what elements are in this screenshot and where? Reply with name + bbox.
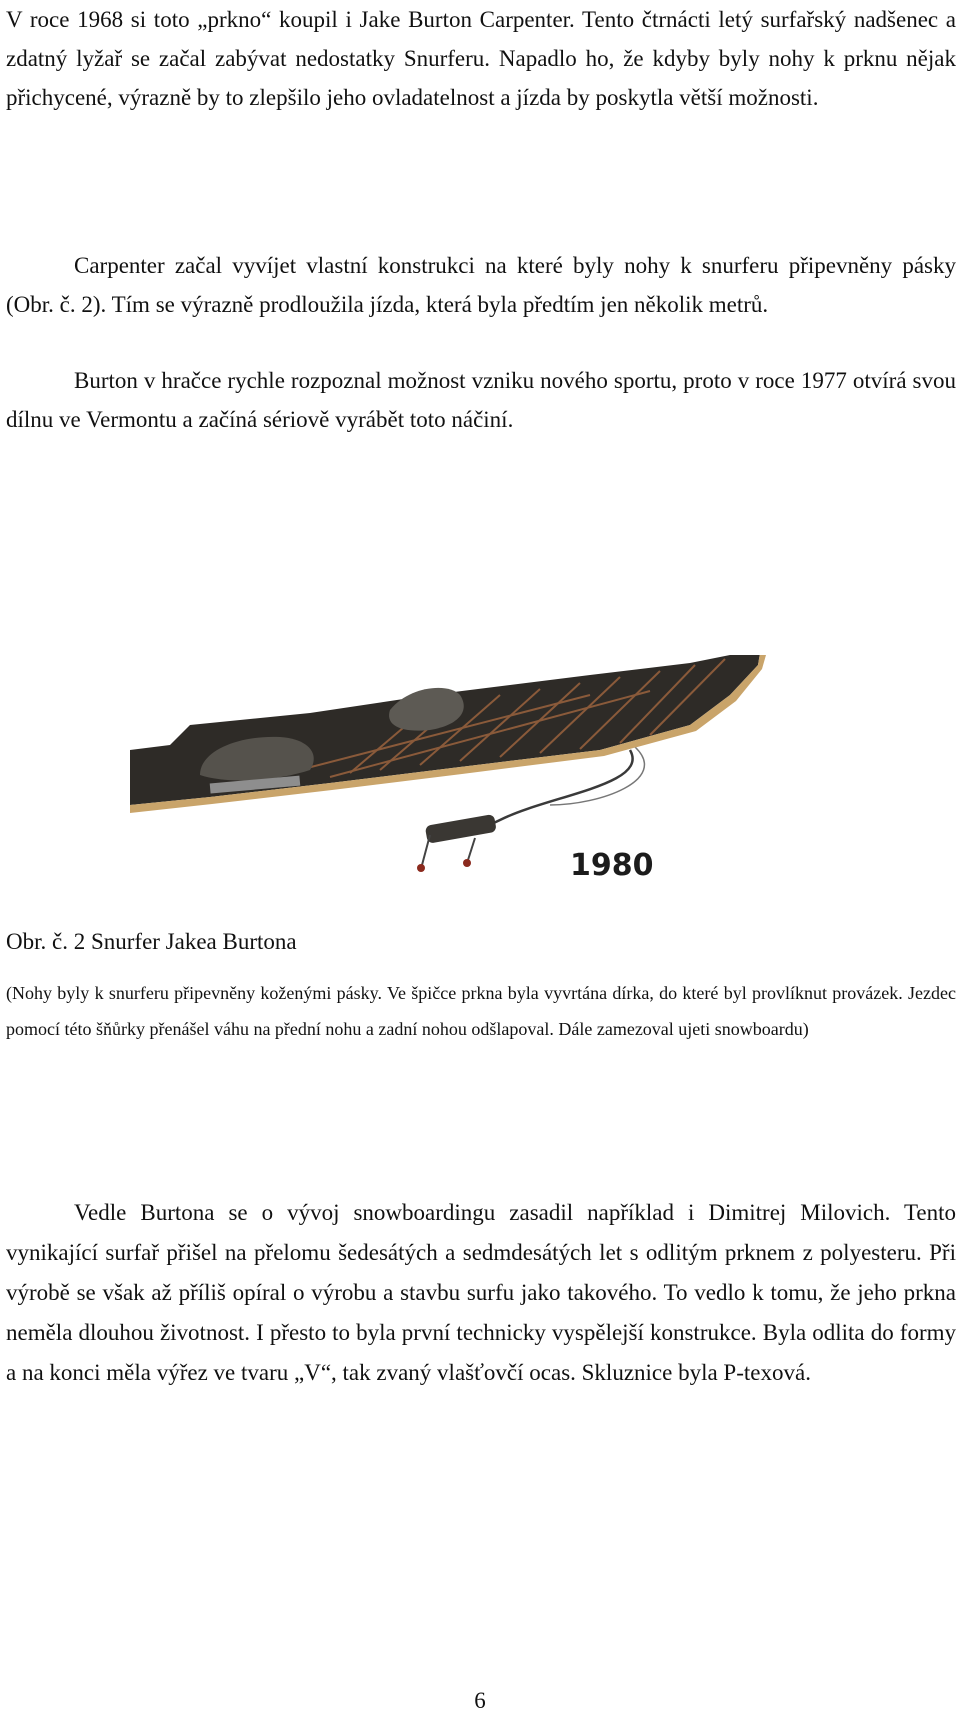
- rope-end-left: [422, 835, 430, 865]
- snurfer-board-illustration: [130, 655, 850, 905]
- year-label: 1980: [570, 848, 654, 883]
- paragraph-burton-carpenter: V roce 1968 si toto „prkno“ koupil i Jake Burton Carpenter. Tento čtrnácti letý surfařský nadšenec a zdatný lyžař se začal zabývat nedostatky Snurferu. Napadlo ho, že kdyby byly nohy k prknu nějak přichycené, výrazně by to zlepšilo jeho ovladatelnost a jízda by poskytla větší možnosti.: [6, 7, 956, 110]
- rope-handle: [425, 814, 497, 844]
- rope-end-right: [468, 838, 475, 860]
- snurfer-figure: [130, 655, 850, 905]
- page-number: 6: [474, 1688, 486, 1713]
- rope-tip-right: [463, 859, 471, 867]
- paragraph-carpenter-construction: Carpenter začal vyvíjet vlastní konstrukci na které byly nohy k snurferu připevněny pásky (Obr. č. 2). Tím se výrazně prodloužila jízda, která byla předtím jen několik metrů.: [6, 253, 956, 317]
- paragraph-milovich: Vedle Burtona se o vývoj snowboardingu zasadil například i Dimitrej Milovich. Tento vynikající surfař přišel na přelomu šedesátých a sedmdesátých let s odlitým prknem z polyesteru. Při výrobě se však až příliš opíral o výrobu a stavbu surfu jako takového. To vedlo k tomu, že jeho prkna neměla dlouhou životnost. I přesto to byla první technicky vyspělejší konstrukce. Byla odlita do formy a na konci měla výřez ve tvaru „V“, tak zvaný vlašťovčí ocas. Skluznice byla P-texová.: [6, 1200, 956, 1385]
- rope-tip-left: [417, 864, 425, 872]
- paragraph-vermont-workshop: Burton v hračce rychle rozpoznal možnost vzniku nového sportu, proto v roce 1977 otvírá svou dílnu ve Vermontu a začíná sériově vyrábět toto náčiní.: [6, 368, 956, 432]
- figure-caption-title: Obr. č. 2 Snurfer Jakea Burtona: [6, 929, 297, 954]
- figure-caption-description: (Nohy byly k snurferu připevněny koženými pásky. Ve špičce prkna byla vyvrtána dírka, do které byl provlíknut provázek. Jezdec pomocí této šňůrky přenášel váhu na přední nohu a zadní nohou odšlapoval. Dále zamezoval ujeti snowboardu): [6, 983, 956, 1039]
